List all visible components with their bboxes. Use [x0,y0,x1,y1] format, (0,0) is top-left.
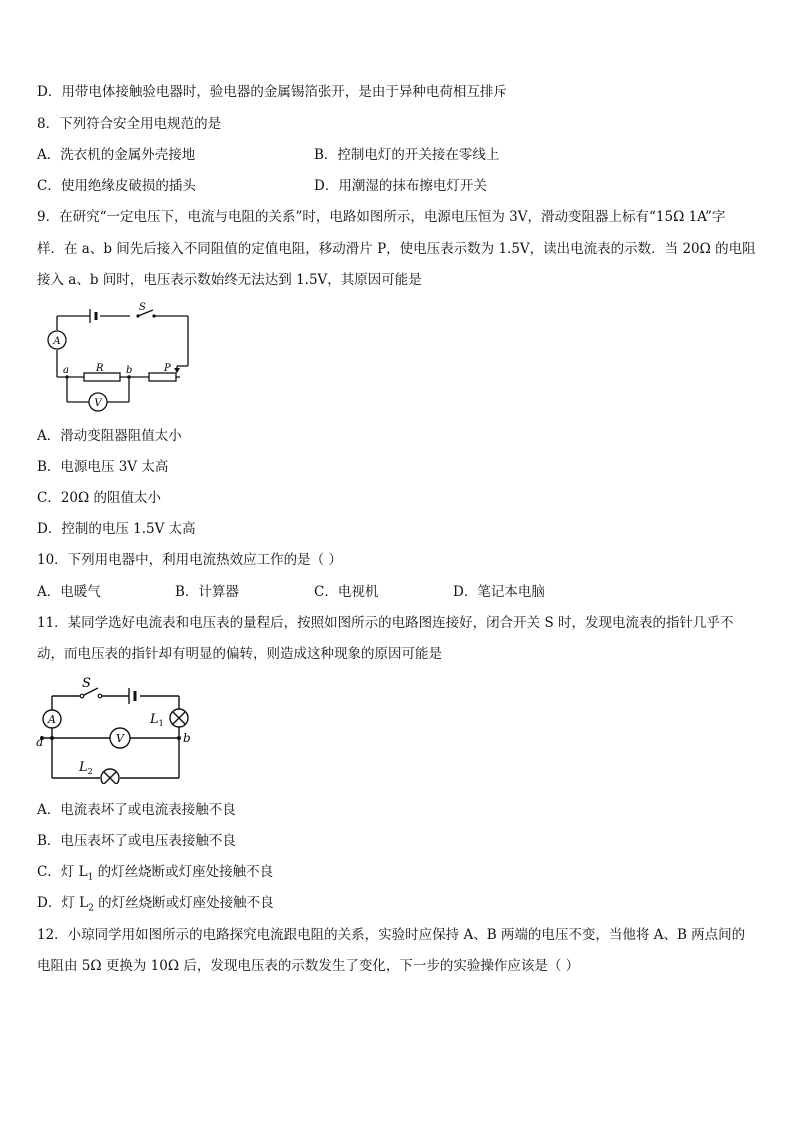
q11-option-d: D．灯 $L_2$ 的灯丝烧断或灯座处接触不良 [37,895,274,914]
q9-label-r: R [96,363,104,374]
q9-stem-line-2: 样．在 a、b 间先后接入不同阻值的定值电阻，移动滑片 P，使电压表示数为 1.5V，读出电流表的示数．当 20Ω 的电阻 [37,241,756,257]
q11-ammeter-icon [43,710,61,728]
q12-stem-line-1: 12．小琼同学用如图所示的电路探究电流跟电阻的关系，实验时应保持 A、B 两端的电压不变，当他将 A、B 两点间的 [37,927,746,943]
q11-label-a: a [36,735,44,749]
q11-lamp-l1-icon [170,709,188,727]
q11-option-b: B．电压表坏了或电压表接触不良 [37,833,236,849]
q9-label-b: b [126,365,133,376]
q9-stem-line-1: 9．在研究“一定电压下，电流与电阻的关系”时，电路如图所示，电源电压恒为 3V，滑动变阻器上标有“15Ω 1A”字 [37,209,726,225]
q9-label-s: S [139,302,146,313]
q8-option-d: D．用潮湿的抹布擦电灯开关 [314,178,487,194]
q10-stem: 10．下列用电器中，利用电流热效应工作的是（ ） [37,552,342,568]
q8-option-a: A．洗衣机的金属外壳接地 [37,147,196,163]
q11-label-l2: $L_2$ [79,760,93,776]
q9-label-a: a [63,365,69,376]
q11-circuit-diagram [36,672,196,788]
q7-option-d: D．用带电体接触验电器时，验电器的金属锡箔张开，是由于异种电荷相互排斥 [37,84,507,100]
q9-option-c: C．20Ω 的阻值太小 [37,490,161,506]
q9-option-a: A．滑动变阻器阻值太小 [37,428,182,444]
q8-stem: 8．下列符合安全用电规范的是 [37,116,222,132]
q11-label-l1: $L_1$ [150,712,164,728]
q10-option-d: D．笔记本电脑 [453,584,545,600]
q8-option-b: B．控制电灯的开关接在零线上 [314,147,500,163]
q9-option-d: D．控制的电压 1.5V 太高 [37,521,196,537]
q9-voltmeter-icon [89,393,107,411]
q11-voltmeter-label: V [116,732,124,745]
q11-stem-line-2: 动，而电压表的指针却有明显的偏转，则造成这种现象的原因可能是 [37,646,442,662]
q11-option-a: A．电流表坏了或电流表接触不良 [37,802,236,818]
q9-option-b: B．电源电压 3V 太高 [37,459,169,475]
q10-option-c: C．电视机 [314,584,379,600]
q9-circuit-diagram [40,300,200,422]
q9-stem-line-3: 接入 a、b 间时，电压表示数始终无法达到 1.5V，其原因可能是 [37,272,422,288]
q8-option-c: C．使用绝缘皮破损的插头 [37,178,196,194]
q11-label-s: S [82,676,91,691]
q9-ammeter-icon [48,331,66,349]
q10-option-a: A．电暖气 [37,584,101,600]
q11-label-b: b [183,731,191,745]
q11-option-c: C．灯 $L_1$ 的灯丝烧断或灯座处接触不良 [37,864,274,883]
q9-voltmeter-label: V [94,398,102,409]
q11-ammeter-label: A [48,713,56,726]
q11-stem-line-1: 11．某同学选好电流表和电压表的量程后，按照如图所示的电路图连接好，闭合开关 S 时，发现电流表的指针几乎不 [37,615,734,631]
q11-lamp-l2-icon [101,769,119,784]
q12-stem-line-2: 电阻由 5Ω 更换为 10Ω 后，发现电压表的示数发生了变化，下一步的实验操作应该是（ ） [37,958,580,974]
q9-label-p: P [164,363,171,374]
q9-ammeter-label: A [53,336,61,347]
q11-voltmeter-icon [110,728,130,748]
q10-option-b: B．计算器 [175,584,239,600]
